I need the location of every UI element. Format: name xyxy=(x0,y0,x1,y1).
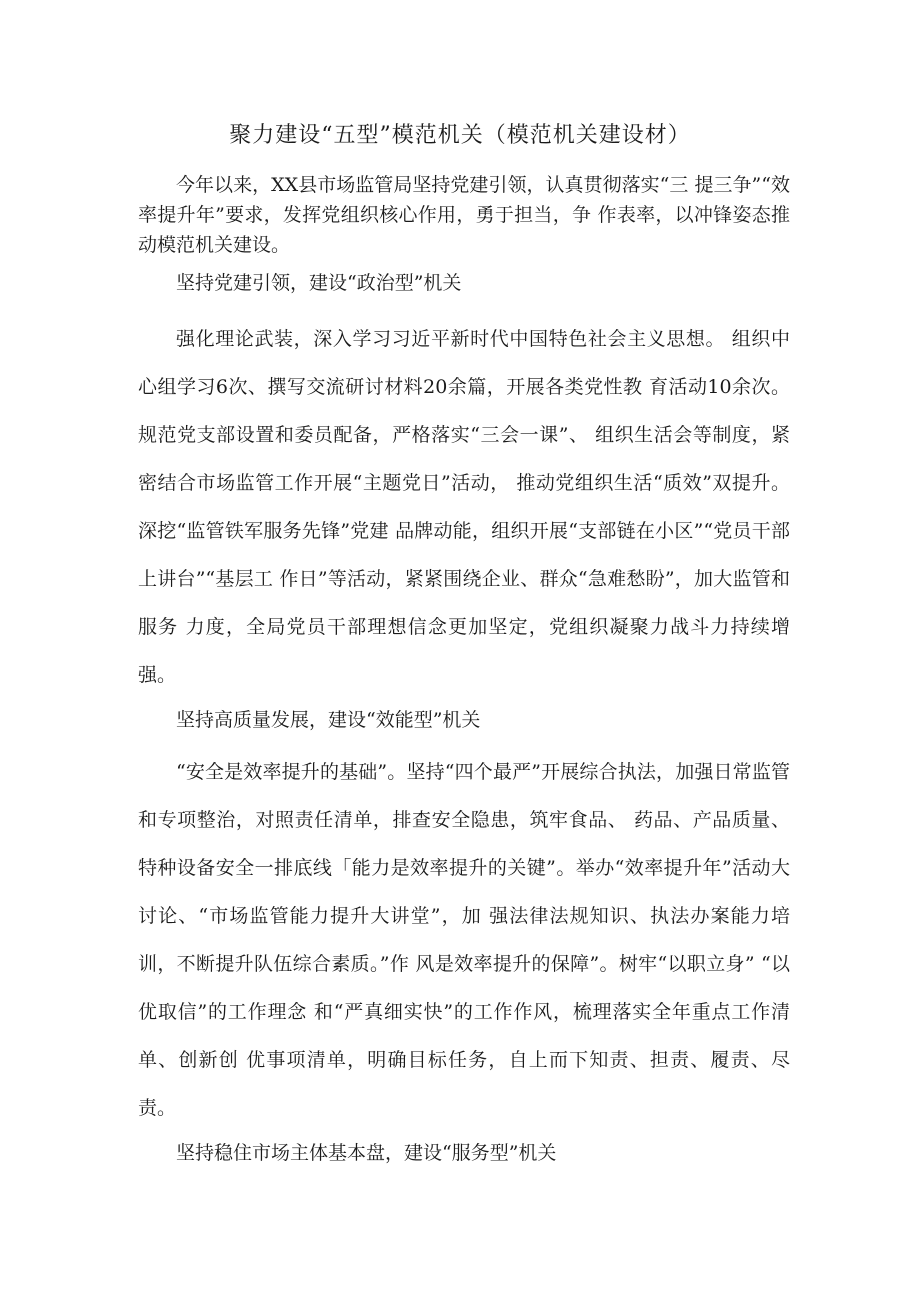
section-heading-political: 坚持党建引领，建设“政治型”机关 xyxy=(176,272,462,294)
section-body-political: 强化理论武装，深入学习习近平新时代中国特色社会主义思想。 组织中心组学习6次、撰写交流研讨材料20余篇，开展各类党性教 育活动10余次。规范党支部设置和委员配备，严格落实“三会一课”、 组织生活会等制度，紧密结合市场监管工作开展“主题党日”活动， 推动党组织生活“质效”双提升。深挖“监管铁军服务先锋”党建 品牌动能，组织开展“支部链在小区”“党员干部上讲台”“基层工 作日”等活动，紧紧围绕企业、群众“急难愁盼”，加大监管和服务 力度，全局党员干部理想信念更加坚定，党组织凝聚力战斗力持续增 强。 xyxy=(138,328,790,686)
section-body-efficiency: “安全是效率提升的基础”。坚持“四个最严”开展综合执法，加强日常监管和专项整治，对照责任清单，排查安全隐患，筑牢食品、 药品、产品质量、特种设备安全一排底线「能力是效率提升的关键”。举办“效率提升年”活动大讨论、“市场监管能力提升大讲堂”，加 强法律法规知识、执法办案能力培训，不断提升队伍综合素质。”作 风是效率提升的保障”。树牢“以职立身” “以优取信”的工作理念 和“严真细实快”的工作作风，梳理落实全年重点工作清单、创新创 优事项清单，明确目标任务，自上而下知责、担责、履责、尽责。 xyxy=(138,761,790,1119)
section-heading-service: 坚持稳住市场主体基本盘，建设“服务型”机关 xyxy=(176,1142,557,1164)
section-heading-efficiency: 坚持高质量发展，建设“效能型”机关 xyxy=(176,709,481,731)
intro-paragraph: 今年以来，XX县市场监管局坚持党建引领，认真贯彻落实“三 提三争”“效率提升年”要求，发挥党组织核心作用，勇于担当，争 作表率，以冲锋姿态推动模范机关建设。 xyxy=(138,174,790,256)
document-title: 聚力建设“五型”模范机关（模范机关建设材） xyxy=(229,123,691,148)
